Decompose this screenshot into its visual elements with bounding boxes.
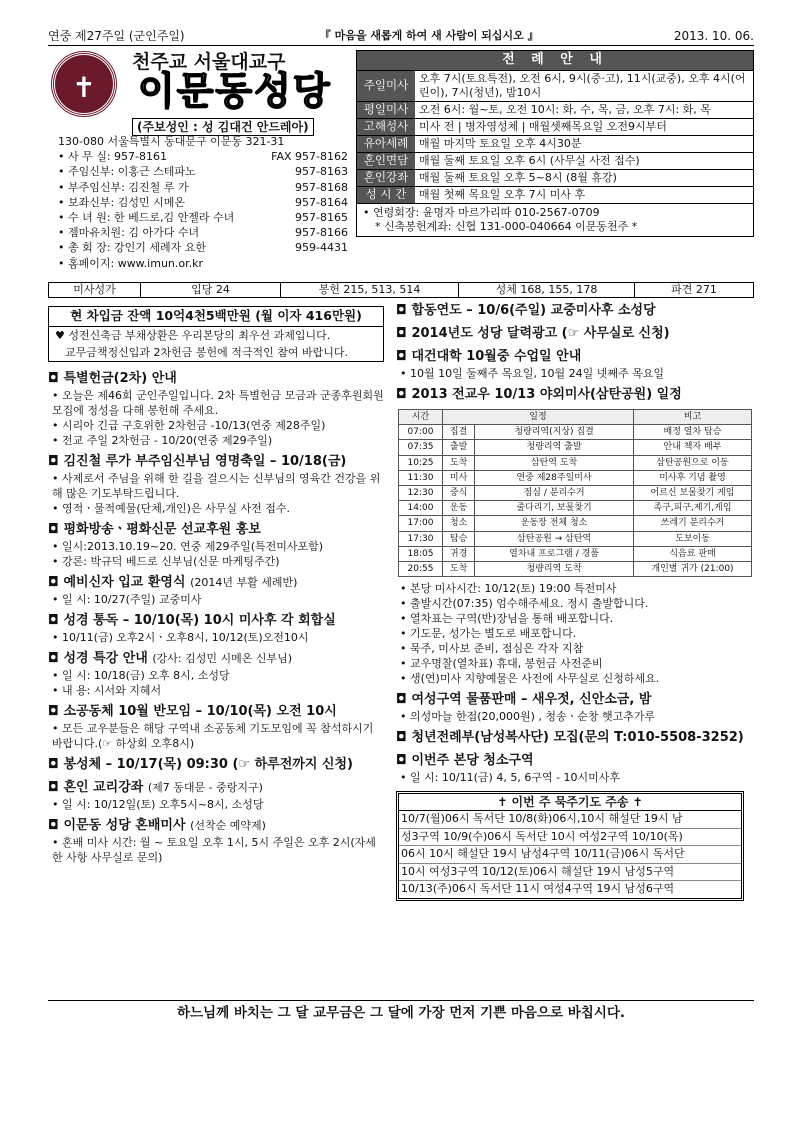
table-cell: 운동장 전체 청소 xyxy=(475,516,634,531)
section-heading-text: ◘ 김진철 루가 부주임신부님 영명축일 – 10/18(금) xyxy=(48,453,347,469)
hymn-communion: 성체 168, 155, 178 xyxy=(459,283,635,297)
table-row xyxy=(399,440,752,455)
patron-saint: (주보성인 : 성 김대건 안드레아) xyxy=(132,118,314,136)
table-row xyxy=(399,546,752,561)
section-line: • 기도문, 성가는 별도로 배포합니다. xyxy=(400,627,577,641)
contact-row xyxy=(58,180,348,195)
contact-row xyxy=(58,210,348,225)
section-heading xyxy=(396,325,754,343)
section-line: • 의성마늘 한접(20,000원) , 청송ㆍ순창 햇고추가루 xyxy=(400,710,656,724)
schedule-label: 혼인면담 xyxy=(357,153,415,169)
section-heading xyxy=(48,817,384,835)
contact-phone: 957-8166 xyxy=(295,226,348,240)
schedule-row xyxy=(357,135,753,152)
table-cell: 청량리역 출발 xyxy=(475,440,634,455)
table-row xyxy=(399,516,752,531)
contact-phone: 959-4431 xyxy=(295,241,348,255)
section-line: • 생(연)미사 지향예물은 사전에 사무실로 신청하세요. xyxy=(400,672,660,686)
contact-phone: 957-8165 xyxy=(295,211,348,225)
diocese-name: 천주교 서울대교구 xyxy=(132,51,286,73)
contact-row xyxy=(58,195,348,210)
notice-section xyxy=(48,703,384,751)
table-cell: 식음료 판매 xyxy=(634,546,752,561)
section-heading-text: ◘ 예비신자 입교 환영식 xyxy=(48,574,186,590)
table-cell: 17:00 xyxy=(399,516,443,531)
contact-phone: 957-8168 xyxy=(295,180,348,194)
top-bar xyxy=(48,28,754,46)
contact-label: • 총 회 장: 강인기 세례자 요한 xyxy=(58,241,207,255)
schedule-value: 오전 6시: 월~토, 오전 10시: 화, 수, 목, 금, 오후 7시: 화, 목 xyxy=(419,103,711,116)
table-cell: 집결 xyxy=(443,425,475,440)
table-cell: 배정 열차 탑승 xyxy=(634,425,752,440)
rosary-prayer-box xyxy=(396,791,744,901)
table-cell: 07:35 xyxy=(399,440,443,455)
rosary-title: ✝ 이번 주 묵주기도 주송 ✝ xyxy=(399,794,741,811)
section-heading xyxy=(396,752,754,770)
section-line: • 사제로서 주님을 위해 한 길을 걸으시는 신부님의 영육간 건강을 위해 많은 기도부탁드립니다. xyxy=(52,471,381,500)
section-line: • 혼배 미사 시간: 월 ~ 토요일 오후 1시, 5시 주일은 오후 2시(자세한 사항 사무실로 문의) xyxy=(52,835,376,864)
contact-phone: 957-8164 xyxy=(295,195,348,209)
table-cell: 안내 책자 배부 xyxy=(634,440,752,455)
schedule-value: 오후 7시(토요특전), 오전 6시, 9시(중·고), 11시(교중), 오후 4시(어린이), 7시(청년), 밤10시 xyxy=(419,72,746,99)
table-cell: 12:30 xyxy=(399,485,443,500)
table-cell: 출발 xyxy=(443,440,475,455)
table-row xyxy=(399,470,752,485)
table-cell: 쓰레기 분리수거 xyxy=(634,516,752,531)
section-heading xyxy=(396,302,754,320)
notice-section xyxy=(48,650,384,698)
table-cell: 미사후 기념 촬영 xyxy=(634,470,752,485)
table-cell: 미사 xyxy=(443,470,475,485)
contact-label: • 부주임신부: 김진철 루 가 xyxy=(58,180,189,194)
funeral-committee: • 연령회장: 윤명자 마르가리따 010-2567-0709 xyxy=(363,206,600,219)
schedule-label: 성 시 간 xyxy=(357,187,415,203)
section-line: • 10월 10일 둘째주 목요일, 10월 24일 넷째주 목요일 xyxy=(400,367,664,380)
section-heading-text: ◘ 2013 전교우 10/13 야외미사(삼탄공원) 일정 xyxy=(396,387,682,402)
section-heading-text: ◘ 이번주 본당 청소구역 xyxy=(396,753,534,769)
table-cell: 개인별 귀가 (21:00) xyxy=(634,561,752,576)
contact-label: • 사 무 실: 957-8161 xyxy=(58,150,168,164)
left-column xyxy=(48,306,384,870)
contact-label: 130-080 서울특별시 동대문구 이문동 321-31 xyxy=(58,135,285,148)
contact-row xyxy=(58,149,348,164)
schedule-label: 고해성사 xyxy=(357,119,415,135)
parish-name: 이문동성당 xyxy=(138,69,332,113)
section-heading xyxy=(48,370,384,388)
contact-phone: 957-8163 xyxy=(295,165,348,179)
schedule-row xyxy=(357,118,753,135)
section-line: • 오늘은 제46회 군인주일입니다. 2차 특별헌금 모금과 군종후원회원모집에 정성을 다해 봉헌해 주세요. xyxy=(52,388,384,417)
notice-section xyxy=(48,370,384,448)
hymn-label: 미사성가 xyxy=(49,283,141,297)
schedule-title: 전 례 안 내 xyxy=(357,51,753,70)
section-line: • 강론: 박규덕 베드로 신부님(신문 마케팅주간) xyxy=(52,554,280,568)
notice-section xyxy=(396,325,754,343)
section-heading-note: (강사: 김성민 시메온 신부님) xyxy=(152,651,293,665)
section-heading xyxy=(396,348,754,366)
table-row xyxy=(399,531,752,546)
section-heading-text: ◘ 성경 통독 – 10/10(목) 10시 미사후 각 회합실 xyxy=(48,612,336,628)
section-line: • 내 용: 시서와 지혜서 xyxy=(52,683,162,697)
section-heading xyxy=(48,521,384,539)
table-cell: 족구,피구,제기,게임 xyxy=(634,501,752,516)
section-heading xyxy=(48,650,384,668)
section-heading-text: ◘ 2014년도 성당 달력광고 (☞ 사무실로 신청) xyxy=(396,326,670,341)
notice-section xyxy=(396,729,754,747)
table-cell: 10:25 xyxy=(399,455,443,470)
schedule-label: 혼인강좌 xyxy=(357,170,415,186)
contact-row xyxy=(58,240,348,255)
table-cell: 귀경 xyxy=(443,546,475,561)
col-schedule: 일정 xyxy=(443,410,634,425)
issue-date: 2013. 10. 06. xyxy=(673,29,754,44)
col-time: 시간 xyxy=(399,410,443,425)
contact-label: • 주임신부: 이홍근 스테파노 xyxy=(58,165,196,179)
schedule-footer xyxy=(357,203,753,236)
notice-section xyxy=(396,581,754,686)
notice-section xyxy=(396,752,754,785)
section-line: • 본당 미사시간: 10/12(토) 19:00 특전미사 xyxy=(400,582,617,596)
schedule-label: 유아세례 xyxy=(357,136,415,152)
building-fund-account: * 신축봉헌계좌: 신협 131-000-040664 이문동천주 * xyxy=(375,220,638,233)
contact-row xyxy=(58,134,348,149)
notice-section xyxy=(48,521,384,569)
notice-section xyxy=(396,348,754,381)
schedule-value: 미사 전 | 병자영성체 | 매월셋째목요일 오전9시부터 xyxy=(419,120,667,133)
section-heading-note: (2014년 부활 세례반) xyxy=(190,575,298,589)
section-heading-text: ◘ 혼인 교리강좌 xyxy=(48,779,144,795)
section-heading-text: ◘ 평화방송ㆍ평화신문 선교후원 홍보 xyxy=(48,521,261,537)
section-line: • 일 시: 10/11(금) 4, 5, 6구역 - 10시미사후 xyxy=(400,771,621,785)
table-row xyxy=(399,561,752,576)
table-cell: 도착 xyxy=(443,561,475,576)
table-cell: 운동 xyxy=(443,501,475,516)
notice-section xyxy=(396,302,754,320)
table-cell: 도착 xyxy=(443,455,475,470)
table-cell: 07:00 xyxy=(399,425,443,440)
table-cell: 17:30 xyxy=(399,531,443,546)
hymn-entrance: 입당 24 xyxy=(141,283,281,297)
table-cell: 삼탄공원 → 삼탄역 xyxy=(475,531,634,546)
debt-notice-line: 교무금책정신입과 2차헌금 봉헌에 적극적인 참여 바랍니다. xyxy=(65,345,348,359)
hymn-offertory: 봉헌 215, 513, 514 xyxy=(281,283,459,297)
table-cell: 중식 xyxy=(443,485,475,500)
table-cell: 20:55 xyxy=(399,561,443,576)
notice-section xyxy=(48,756,384,774)
table-row xyxy=(399,455,752,470)
notice-section xyxy=(48,612,384,645)
rosary-line: 06시 10시 해설단 19시 남성4구역 10/11(금)06시 독서단 xyxy=(399,846,741,864)
contact-label: • 수 녀 원: 한 베드로,김 안젤라 수녀 xyxy=(58,211,235,225)
debt-notice xyxy=(48,306,384,362)
section-line: • 교우명찰(열차표) 휴대, 봉헌금 사전준비 xyxy=(400,657,603,671)
table-cell: 삼탄공원으로 이동 xyxy=(634,455,752,470)
table-cell: 줄다리기, 보물찾기 xyxy=(475,501,634,516)
schedule-value: 매월 둘째 토요일 오후 6시 (사무실 사전 접수) xyxy=(419,154,640,167)
section-heading-note: (제7 동대문 - 중랑지구) xyxy=(147,780,263,794)
schedule-row xyxy=(357,169,753,186)
section-line: • 전교 주일 2차헌금 - 10/20(연중 제29주일) xyxy=(52,433,273,447)
section-line: • 시리아 긴급 구호위한 2차헌금 -10/13(연중 제28주일) xyxy=(52,418,326,432)
debt-notice-line: ♥ 성전신축금 부채상환은 우리본당의 최우선 과제입니다. xyxy=(55,328,331,342)
section-line: • 일 시: 10/27(주일) 교중미사 xyxy=(52,592,202,606)
section-heading-text: ◘ 청년전례부(남성복사단) 모집(문의 T:010-5508-3252) xyxy=(396,730,744,746)
schedule-row xyxy=(357,186,753,203)
table-cell: 어르신 보물찾기 게임 xyxy=(634,485,752,500)
notice-section xyxy=(48,574,384,607)
schedule-value: 매월 마지막 토요일 오후 4시30분 xyxy=(419,137,582,150)
table-header-row xyxy=(399,410,752,425)
table-cell: 청량리역 도착 xyxy=(475,561,634,576)
table-row xyxy=(399,425,752,440)
table-cell: 도보이동 xyxy=(634,531,752,546)
contact-row xyxy=(58,164,348,179)
table-cell: 11:30 xyxy=(399,470,443,485)
contact-phone: FAX 957-8162 xyxy=(271,150,348,164)
contact-row xyxy=(58,256,348,271)
hymn-recessional: 파견 271 xyxy=(671,283,717,296)
schedule-label: 주일미사 xyxy=(357,71,415,101)
table-cell: 18:05 xyxy=(399,546,443,561)
contact-label: • 보좌신부: 김성민 시메온 xyxy=(58,195,185,209)
table-cell: 점심 / 분리수거 xyxy=(475,485,634,500)
section-heading-text: ◘ 대건대학 10월중 수업일 안내 xyxy=(396,349,582,364)
section-heading xyxy=(48,574,384,592)
section-heading xyxy=(396,386,754,404)
table-cell: 탑승 xyxy=(443,531,475,546)
col-note: 비고 xyxy=(634,410,752,425)
section-line: • 일 시: 10/18(금) 오후 8시, 소성당 xyxy=(52,668,230,682)
rosary-line: 10시 여성3구역 10/12(토)06시 해설단 19시 남성5구역 xyxy=(399,864,741,882)
schedule-row xyxy=(357,152,753,169)
section-heading xyxy=(48,779,384,797)
debt-notice-title: 현 차입금 잔액 10억4천5백만원 (월 이자 416만원) xyxy=(49,307,383,327)
section-heading-text: ◘ 합동연도 – 10/6(주일) 교중미사후 소성당 xyxy=(396,303,656,318)
table-row xyxy=(399,501,752,516)
section-line: • 10/11(금) 오후2시ㆍ오후8시, 10/12(토)오전10시 xyxy=(52,630,309,644)
table-cell: 삼탄역 도착 xyxy=(475,455,634,470)
liturgy-schedule xyxy=(356,50,754,237)
rosary-line: 성3구역 10/9(수)06시 독서단 10시 여성2구역 10/10(목) xyxy=(399,829,741,847)
section-line: • 일 시: 10/12일(토) 오후5시~8시, 소성당 xyxy=(52,797,264,811)
section-heading-text: ◘ 소공동체 10월 반모임 – 10/10(목) 오전 10시 xyxy=(48,703,337,719)
notice-section xyxy=(48,779,384,812)
section-heading-text: ◘ 특별헌금(2차) 안내 xyxy=(48,370,177,386)
section-heading xyxy=(396,729,754,747)
bottom-motto: 하느님께 바치는 그 달 교무금은 그 달에 가장 먼저 기쁜 마음으로 바칩시다. xyxy=(48,1000,754,1022)
section-heading xyxy=(48,612,384,630)
section-line: • 출발시간(07:35) 엄수해주세요. 정시 출발합니다. xyxy=(400,597,649,611)
table-cell: 열차내 프로그램 / 경품 xyxy=(475,546,634,561)
contact-label: • 젬마유치원: 김 아가다 수녀 xyxy=(58,226,200,240)
rosary-line: 10/7(월)06시 독서단 10/8(화)06시,10시 해설단 19시 남 xyxy=(399,811,741,829)
contact-label: • 홈페이지: www.imun.or.kr xyxy=(58,256,204,270)
table-cell: 청소 xyxy=(443,516,475,531)
section-heading-text: ◘ 여성구역 물품판매 – 새우젓, 신안소금, 밤 xyxy=(396,692,652,708)
section-heading xyxy=(48,756,384,774)
schedule-label: 평일미사 xyxy=(357,102,415,118)
table-cell: 청량리역(지상) 집결 xyxy=(475,425,634,440)
hymn-numbers-bar xyxy=(48,282,754,298)
section-heading xyxy=(48,703,384,721)
right-column xyxy=(396,302,754,901)
schedule-row xyxy=(357,101,753,118)
section-line: • 영적ㆍ물적예물(단체,개인)은 사무실 사전 접수. xyxy=(52,501,290,515)
contact-list xyxy=(58,134,348,271)
table-cell: 14:00 xyxy=(399,501,443,516)
parish-header xyxy=(48,50,348,280)
contact-row xyxy=(58,225,348,240)
table-row xyxy=(399,485,752,500)
schedule-value: 매월 첫째 목요일 오후 7시 미사 후 xyxy=(419,188,586,201)
table-cell: 연중 제28주일미사 xyxy=(475,470,634,485)
section-heading xyxy=(396,691,754,709)
rosary-line: 10/13(주)06시 독서단 11시 여성4구역 19시 남성6구역 xyxy=(401,882,675,896)
liturgical-week: 연중 제27주일 (군인주일) xyxy=(48,29,185,44)
section-heading-text: ◘ 봉성체 – 10/17(목) 09:30 (☞ 하루전까지 신청) xyxy=(48,756,353,772)
schedule-row xyxy=(357,70,753,101)
section-heading-text: ◘ 이문동 성당 혼배미사 xyxy=(48,817,186,833)
schedule-value: 매월 둘째 토요일 오후 5~8시 (8월 휴강) xyxy=(419,171,617,184)
notice-section xyxy=(396,386,754,404)
weekly-motto: 『 마음을 새롭게 하여 새 사람이 되십시오 』 xyxy=(319,29,539,43)
notice-section xyxy=(396,691,754,724)
notice-section xyxy=(48,453,384,516)
section-heading xyxy=(48,453,384,471)
section-line: • 일시:2013.10.19~20. 연중 제29주일(특전미사포함) xyxy=(52,539,324,553)
section-line: • 모든 교우분들은 해당 구역내 소공동체 기도모임에 꼭 참석하시기 바랍니다.(☞ 하상회 오후8시) xyxy=(52,721,374,750)
section-heading-text: ◘ 성경 특강 안내 xyxy=(48,650,148,666)
section-line: • 묵주, 미사보 준비, 점심은 각자 지참 xyxy=(400,642,584,656)
notice-section xyxy=(48,817,384,865)
outdoor-mass-schedule-table xyxy=(398,409,752,577)
section-line: • 열차표는 구역(반)장님을 통해 배포합니다. xyxy=(400,612,614,626)
parish-seal-icon xyxy=(52,52,116,116)
section-heading-note: (선착순 예약제) xyxy=(190,818,266,832)
